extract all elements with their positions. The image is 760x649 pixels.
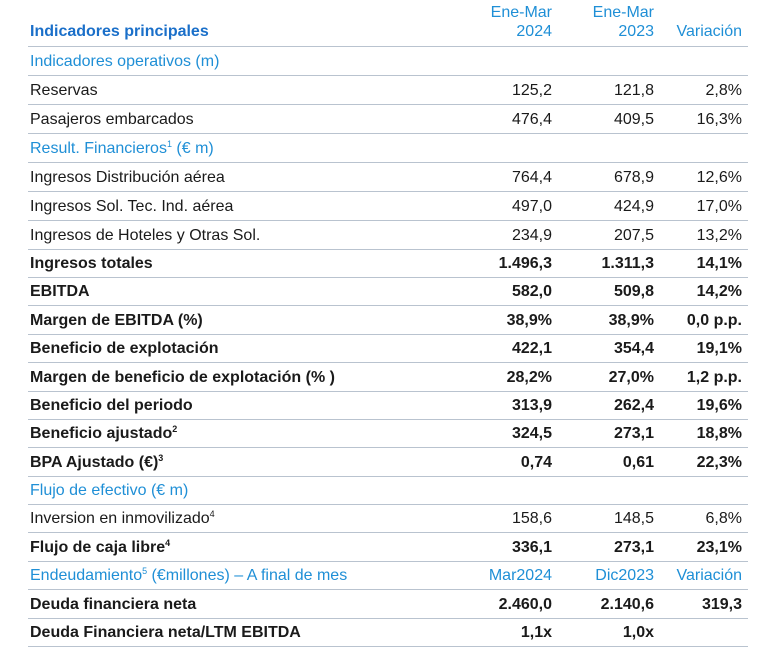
table-header — [28, 0, 748, 46]
row-label: Pasajeros embarcados — [30, 111, 194, 128]
table-row — [28, 334, 748, 362]
col-header-variation: Variación — [676, 23, 742, 40]
row-label: Beneficio de explotación — [30, 340, 219, 357]
table-row — [28, 532, 748, 561]
value-variation: 19,6% — [696, 397, 742, 414]
col-header-variation: Variación — [676, 567, 742, 584]
value-2023: 273,1 — [613, 425, 654, 442]
table-row — [28, 104, 748, 133]
row-label: Margen de beneficio de explotación (% ) — [30, 369, 335, 386]
value-2024: 422,1 — [511, 340, 552, 357]
value-2023: 0,61 — [622, 454, 654, 471]
table-row — [28, 419, 748, 447]
row-label: Flujo de caja libre$^4$ — [30, 538, 171, 556]
value-2024: 38,9% — [506, 312, 552, 329]
value-2023: 273,1 — [613, 539, 654, 556]
row-label: Beneficio del periodo — [30, 397, 193, 414]
col-header-2023: Ene-Mar 2023 — [592, 4, 654, 40]
value-2024: 0,74 — [520, 454, 552, 471]
value-variation: 12,6% — [696, 169, 742, 186]
table-title: Indicadores principales — [30, 23, 209, 40]
row-label: Deuda Financiera neta/LTM EBITDA — [30, 624, 301, 641]
value-2024: 476,4 — [511, 111, 552, 128]
table-row — [28, 618, 748, 647]
value-variation: 14,2% — [696, 283, 742, 300]
value-2024: 336,1 — [511, 539, 552, 556]
value-variation: 22,3% — [696, 454, 742, 471]
value-2024: 764,4 — [511, 169, 552, 186]
table-row — [28, 447, 748, 476]
value-2023: 27,0% — [608, 369, 654, 386]
value-2024: 158,6 — [511, 510, 552, 527]
value-variation: 0,0 p.p. — [686, 312, 742, 329]
section-title: Endeudamiento$^5$ (€millones) – A final de mes — [30, 566, 348, 584]
value-2023: 354,4 — [613, 340, 654, 357]
row-label: EBITDA — [30, 283, 90, 300]
value-2024: 1.496,3 — [498, 255, 552, 272]
section-operating — [28, 46, 748, 75]
value-2024: 582,0 — [511, 283, 552, 300]
section-title: Result. Financieros$^1$ (€ m) — [30, 139, 214, 157]
value-variation: 23,1% — [696, 539, 742, 556]
row-label: Ingresos totales — [30, 255, 153, 272]
table-row — [28, 391, 748, 419]
row-label: Ingresos Sol. Tec. Ind. aérea — [30, 198, 234, 215]
value-variation: 13,2% — [696, 227, 742, 244]
table-row — [28, 162, 748, 191]
value-variation: 1,2 p.p. — [686, 369, 742, 386]
value-2024: 28,2% — [506, 369, 552, 386]
value-2023: 2.140,6 — [600, 596, 654, 613]
value-2023: 207,5 — [613, 227, 654, 244]
section-title: Indicadores operativos (m) — [30, 53, 220, 70]
section-cashflow — [28, 476, 748, 504]
value-2024: 324,5 — [511, 425, 552, 442]
value-2024: 234,9 — [511, 227, 552, 244]
col-header-2024: Ene-Mar 2024 — [490, 4, 552, 40]
section-debt — [28, 561, 748, 589]
value-2023: 509,8 — [613, 283, 654, 300]
row-label: Margen de EBITDA (%) — [30, 312, 203, 329]
value-variation: 6,8% — [705, 510, 742, 527]
table-row — [28, 249, 748, 277]
col-header-dic2023: Dic2023 — [595, 567, 654, 584]
row-label: Ingresos de Hoteles y Otras Sol. — [30, 227, 261, 244]
value-2023: 121,8 — [613, 82, 654, 99]
value-2023: 678,9 — [613, 169, 654, 186]
value-2023: 38,9% — [608, 312, 654, 329]
value-variation: 2,8% — [705, 82, 742, 99]
value-variation: 17,0% — [696, 198, 742, 215]
row-label: Inversion en inmovilizado$^4$ — [30, 509, 215, 527]
value-2023: 262,4 — [613, 397, 654, 414]
table-row — [28, 504, 748, 532]
table-row — [28, 305, 748, 334]
value-2023: 1,0x — [622, 624, 654, 641]
table-row — [28, 220, 748, 249]
value-2024: 125,2 — [511, 82, 552, 99]
value-variation: 19,1% — [696, 340, 742, 357]
value-2024: 1,1x — [520, 624, 552, 641]
table-row — [28, 277, 748, 305]
value-variation: 18,8% — [696, 425, 742, 442]
section-financial — [28, 133, 748, 162]
row-label: Deuda financiera neta — [30, 596, 197, 613]
value-2024: 497,0 — [511, 198, 552, 215]
value-2023: 409,5 — [613, 111, 654, 128]
row-label: Beneficio ajustado$^2$ — [30, 424, 178, 442]
table-row — [28, 589, 748, 618]
value-2023: 1.311,3 — [601, 255, 654, 272]
row-label: Ingresos Distribución aérea — [30, 169, 225, 186]
value-2023: 148,5 — [613, 510, 654, 527]
table-row — [28, 75, 748, 104]
table-row — [28, 362, 748, 391]
value-2024: 313,9 — [511, 397, 552, 414]
section-title: Flujo de efectivo (€ m) — [30, 482, 189, 499]
value-variation: 319,3 — [701, 596, 742, 613]
value-variation: 16,3% — [696, 111, 742, 128]
value-2023: 424,9 — [613, 198, 654, 215]
row-label: BPA Ajustado (€)$^3$ — [30, 453, 164, 471]
table-row — [28, 191, 748, 220]
value-2024: 2.460,0 — [498, 596, 552, 613]
value-variation: 14,1% — [696, 255, 742, 272]
col-header-mar2024: Mar2024 — [488, 567, 552, 584]
row-label: Reservas — [30, 82, 98, 99]
